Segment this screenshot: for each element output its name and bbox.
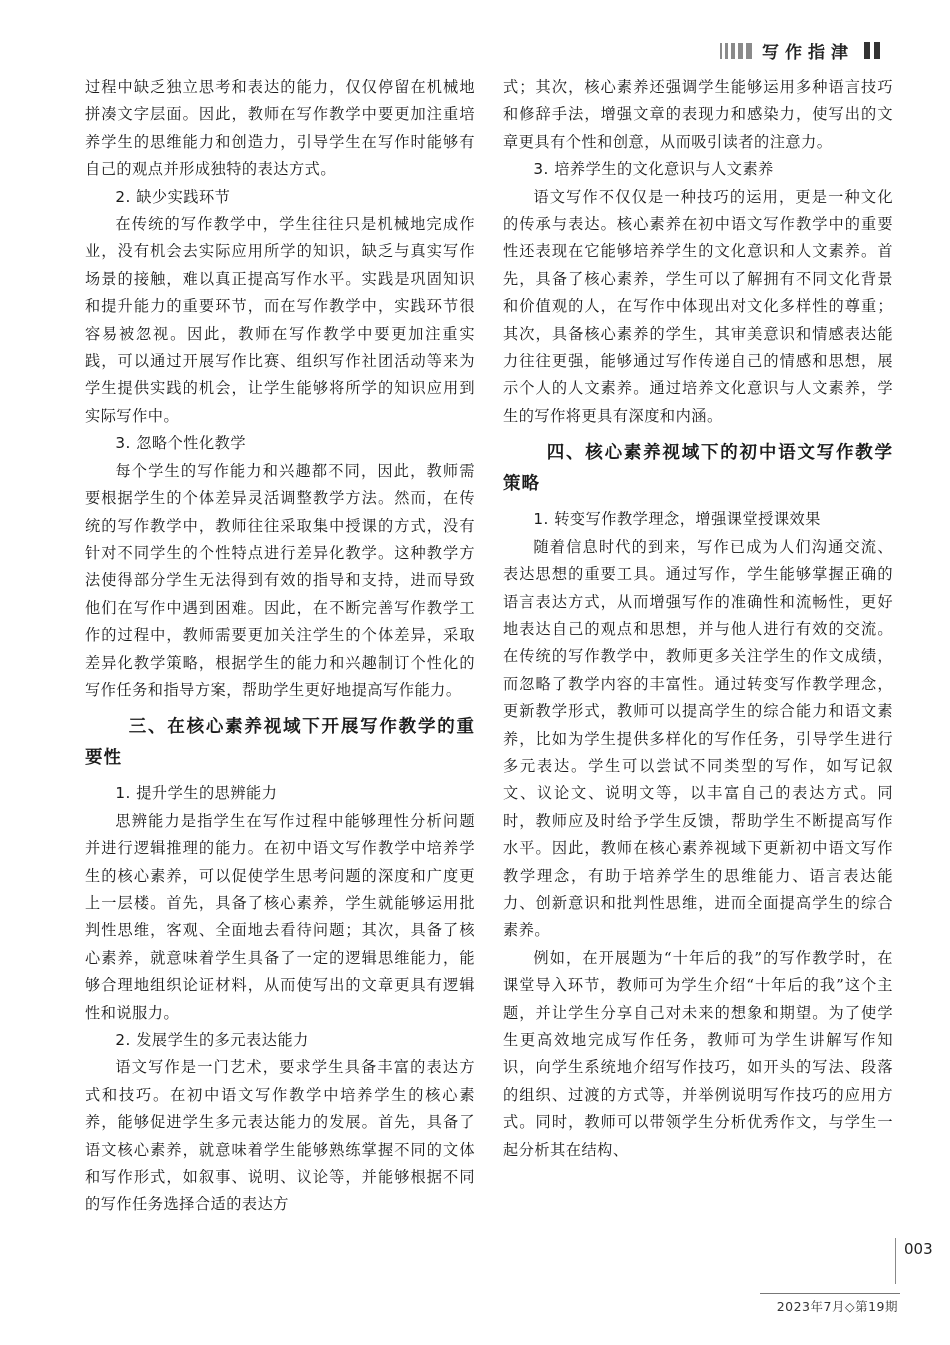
paragraph: 过程中缺乏独立思考和表达的能力，仅仅停留在机械地拼凑文字层面。因此，教师在写作教学中要更加注重培养学生的思维能力和创造力，引导学生在写作时能够有自己的观点并形成独特的表达方式。: [85, 78, 475, 179]
header-decoration-right: [864, 42, 880, 59]
paragraph: 思辨能力是指学生在写作过程中能够理性分析问题并进行逻辑推理的能力。在初中语文写作教学中培养学生的核心素养，可以促使学生思考问题的深度和广度更上一层楼。首先，具备了核心素养，学生就能够运用批判性思维，客观、全面地去看待问题；其次，具备了核心素养，就意味着学生具备了一定的逻辑思维能力，能够合理地组织论证材料，从而使写出的文章更具有逻辑性和说服力。: [85, 811, 475, 1022]
section-title: 写作指津: [762, 43, 854, 63]
subheading: 1. 转变写作教学理念，增强课堂授课效果: [533, 510, 821, 529]
paragraph: 式；其次，核心素养还强调学生能够运用多种语言技巧和修辞手法，增强文章的表现力和感染力，使写出的文章更具有个性和创意，从而吸引读者的注意力。: [503, 78, 893, 151]
subheading: 2. 缺少实践环节: [115, 187, 231, 206]
header-decoration-left: [720, 43, 752, 59]
paragraph: 语文写作不仅仅是一种技巧的运用，更是一种文化的传承与表达。核心素养在初中语文写作教学中的重要性还表现在它能够培养学生的文化意识和人文素养。首先，具备了核心素养，学生可以了解拥有不同文化背景和价值观的人，在写作中体现出对文化多样性的尊重；其次，具备核心素养的学生，其审美意识和情感表达能力往往更强，能够通过写作传递自己的情感和思想，展示个人的人文素养。通过培养文化意识与人文素养，学生的写作将更具有深度和内涵。: [503, 187, 893, 425]
paragraph: 随着信息时代的到来，写作已成为人们沟通交流、表达思想的重要工具。通过写作，学生能够掌握正确的语言表达方式，从而增强写作的准确性和流畅性，更好地表达自己的观点和思想，并与他人进行有效的交流。在传统的写作教学中，教师更多关注学生的作文成绩，而忽略了教学内容的丰富性。通过转变写作教学理念，更新教学形式，教师可以提高学生的综合能力和语文素养，比如为学生提供多样化的写作任务，引导学生进行多元表达。学生可以尝试不同类型的写作，如写记叙文、议论文、说明文等，以丰富自己的表达方式。同时，教师应及时给予学生反馈，帮助学生不断提高写作水平。因此，教师在核心素养视域下更新初中语文写作教学理念，有助于培养学生的思维能力、语言表达能力、创新意识和批判性思维，进而全面提高学生的综合素养。: [503, 537, 893, 940]
running-header: [720, 38, 880, 63]
right-column: [503, 74, 893, 1164]
footer-divider: [760, 1293, 900, 1294]
section-heading: 四、核心素养视域下的初中语文写作教学策略: [503, 443, 893, 495]
issue-date: 2023年7月◇第19期: [776, 1299, 898, 1314]
page-number: 003: [895, 1238, 933, 1284]
left-column: [85, 74, 475, 1219]
subheading: 3. 忽略个性化教学: [115, 434, 247, 453]
subheading: 1. 提升学生的思辨能力: [115, 784, 278, 803]
subheading: 3. 培养学生的文化意识与人文素养: [533, 160, 774, 179]
paragraph: 语文写作是一门艺术，要求学生具备丰富的表达方式和技巧。在初中语文写作教学中培养学生的核心素养，能够促进学生多元表达能力的发展。首先，具备了语文核心素养，就意味着学生能够熟练掌握不同的文体和写作形式，如叙事、说明、议论等，并能够根据不同的写作任务选择合适的表达方: [85, 1058, 475, 1214]
paragraph: 在传统的写作教学中，学生往往只是机械地完成作业，没有机会去实际应用所学的知识，缺乏与真实写作场景的接触，难以真正提高写作水平。实践是巩固知识和提升能力的重要环节，而在写作教学中，实践环节很容易被忽视。因此，教师在写作教学中要更加注重实践，可以通过开展写作比赛、组织写作社团活动等来为学生提供实践的机会，让学生能够将所学的知识应用到实际写作中。: [85, 215, 475, 425]
section-heading: 三、在核心素养视域下开展写作教学的重要性: [85, 717, 475, 769]
subheading: 2. 发展学生的多元表达能力: [115, 1031, 309, 1049]
paragraph: 例如，在开展题为“十年后的我”的写作教学时，在课堂导入环节，教师可为学生介绍“十年后的我”这个主题，并让学生分享自己对未来的想象和期望。为了使学生更高效地完成写作任务，教师可为学生讲解写作知识，向学生系统地介绍写作技巧，如开头的写法、段落的组织、过渡的方式等，并举例说明写作技巧的应用方式。同时，教师可以带领学生分析优秀作文，与学生一起分析其在结构、: [503, 948, 893, 1159]
paragraph: 每个学生的写作能力和兴趣都不同，因此，教师需要根据学生的个体差异灵活调整教学方法。然而，在传统的写作教学中，教师往往采取集中授课的方式，没有针对不同学生的个性特点进行差异化教学。这种教学方法使得部分学生无法得到有效的指导和支持，进而导致他们在写作中遇到困难。因此，在不断完善写作教学工作的过程中，教师需要更加关注学生的个体差异，采取差异化教学策略，根据学生的能力和兴趣制订个性化的写作任务和指导方案，帮助学生更好地提高写作能力。: [85, 461, 475, 699]
